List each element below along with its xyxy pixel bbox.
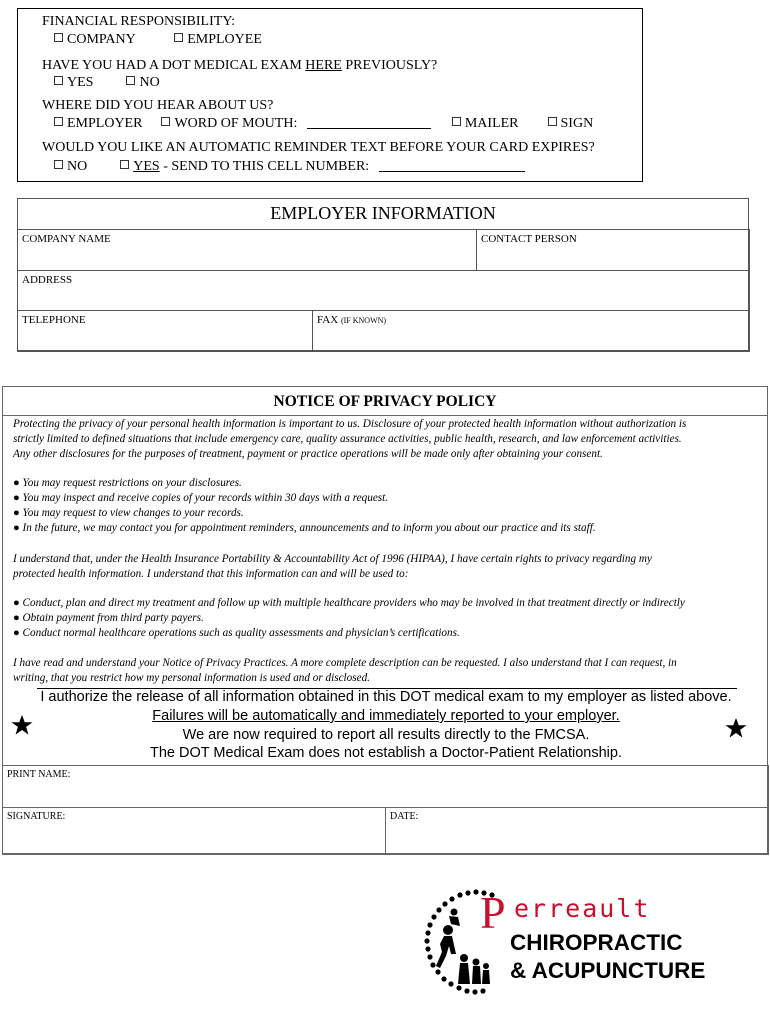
privacy-bullet: ● You may request to view changes to your records. — [13, 507, 244, 519]
clinic-logo — [418, 884, 758, 1014]
telephone-field[interactable] — [17, 310, 313, 352]
logo-chiropractic: CHIROPRACTIC — [510, 930, 683, 955]
logo-acupuncture: & ACUPUNCTURE — [510, 958, 706, 983]
privacy-p1-line1: Protecting the privacy of your personal health information is important to us. Disclosure of your protected health information without authorization is — [13, 418, 687, 430]
company-name-field[interactable] — [17, 229, 477, 271]
fax-note: (IF KNOWN) — [340, 316, 387, 325]
star-icon — [725, 717, 747, 739]
sign-label: SIGN — [560, 116, 594, 131]
dot-no-label: NO — [139, 75, 160, 90]
privacy-p3-line1: I have read and understand your Notice of Privacy Practices. A more complete description can be requested. I also understand that I can request, in — [13, 657, 677, 669]
wom-line[interactable] — [307, 116, 431, 129]
dot-question: HAVE YOU HAD A DOT MEDICAL EXAM HERE PREVIOUSLY? — [42, 58, 438, 73]
privacy-title: NOTICE OF PRIVACY POLICY — [273, 393, 497, 410]
reminder-no-checkbox[interactable] — [54, 159, 87, 174]
mailer-checkbox[interactable] — [452, 116, 519, 131]
employer-section — [17, 198, 749, 351]
signature-label: SIGNATURE: — [7, 811, 66, 822]
star-icon — [11, 714, 33, 736]
authorization-line2: Failures will be automatically and immediately reported to your employer. — [152, 708, 620, 724]
financial-section — [17, 8, 643, 182]
fax-field[interactable] — [312, 310, 750, 352]
mailer-label: MAILER — [464, 116, 519, 131]
word-of-mouth-checkbox[interactable] — [161, 116, 297, 131]
privacy-p2-line1: I understand that, under the Health Insurance Portability & Accountability Act of 1996 (HIPAA), I have certain rights to privacy regarding my — [13, 553, 652, 565]
dot-no-checkbox[interactable] — [126, 75, 159, 90]
privacy-p3-line2: writing, that you restrict how my personal information is used and or disclosed. — [13, 672, 370, 684]
privacy-p2-line2: protected health information. I understand that this information can and will be used to: — [13, 568, 409, 580]
print-name-label: PRINT NAME: — [7, 769, 71, 780]
employer-label: EMPLOYER — [67, 116, 143, 131]
hear-question: WHERE DID YOU HEAR ABOUT US? — [42, 98, 274, 113]
privacy-section — [2, 386, 768, 854]
address-label: ADDRESS — [22, 274, 73, 286]
privacy-bullet: ● You may inspect and receive copies of your records within 30 days with a request. — [13, 492, 389, 504]
company-name-label: COMPANY NAME — [22, 233, 111, 245]
print-name-field[interactable] — [2, 765, 769, 808]
cell-number-label: - SEND TO THIS CELL NUMBER: — [159, 159, 370, 174]
logo-name: erreault — [514, 894, 651, 923]
employer-checkbox[interactable] — [54, 116, 142, 131]
date-field[interactable] — [385, 807, 769, 855]
contact-person-field[interactable] — [476, 229, 750, 271]
privacy-divider — [2, 415, 768, 416]
company-label: COMPANY — [67, 32, 136, 47]
contact-person-label: CONTACT PERSON — [481, 233, 577, 245]
sign-checkbox[interactable] — [548, 116, 594, 131]
reminder-yes-label: YES — [133, 159, 160, 174]
authorization-line3: We are now required to report all results directly to the FMCSA. — [182, 727, 590, 743]
employee-label: EMPLOYEE — [187, 32, 262, 47]
privacy-bullet: ● Conduct normal healthcare operations such as quality assessments and physician’s certifications. — [13, 627, 460, 639]
authorization-line4: The DOT Medical Exam does not establish a Doctor-Patient Relationship. — [149, 745, 622, 761]
privacy-bullet: ● You may request restrictions on your disclosures. — [13, 477, 242, 489]
employee-checkbox[interactable] — [174, 32, 262, 47]
fax-label: FAX — [317, 314, 339, 326]
wom-label: WORD OF MOUTH: — [174, 116, 298, 131]
authorization-line1: I authorize the release of all information obtained in this DOT medical exam to my employer as listed above. — [40, 689, 732, 705]
reminder-yes-checkbox[interactable] — [120, 159, 159, 174]
financial-heading: FINANCIAL RESPONSIBILITY: — [42, 14, 236, 29]
logo-p-initial: P — [480, 887, 506, 938]
dot-yes-checkbox[interactable] — [54, 75, 93, 90]
date-label: DATE: — [390, 811, 419, 822]
privacy-p1-line2: strictly limited to defined situations that include emergency care, quality assurance activities, public health, research, and law enforcement activities. — [13, 433, 682, 445]
employer-title: EMPLOYER INFORMATION — [270, 203, 496, 223]
privacy-bullet: ● Conduct, plan and direct my treatment and follow up with multiple healthcare providers who may be involved in that treatment directly or indirectly — [13, 597, 685, 609]
address-field[interactable] — [17, 270, 750, 311]
cell-number-line[interactable] — [379, 159, 525, 172]
privacy-bullet: ● Obtain payment from third party payers. — [13, 612, 204, 624]
telephone-label: TELEPHONE — [22, 314, 86, 326]
privacy-bullet: ● In the future, we may contact you for appointment reminders, announcements and to inform you about our practice and its staff. — [13, 522, 596, 534]
reminder-no-label: NO — [67, 159, 88, 174]
signature-field[interactable] — [2, 807, 386, 855]
reminder-question: WOULD YOU LIKE AN AUTOMATIC REMINDER TEXT BEFORE YOUR CARD EXPIRES? — [42, 140, 595, 155]
dot-yes-label: YES — [67, 75, 94, 90]
company-checkbox[interactable] — [54, 32, 135, 47]
privacy-p1-line3: Any other disclosures for the purposes of treatment, payment or practice operations will be made only after obtaining your consent. — [13, 448, 603, 460]
